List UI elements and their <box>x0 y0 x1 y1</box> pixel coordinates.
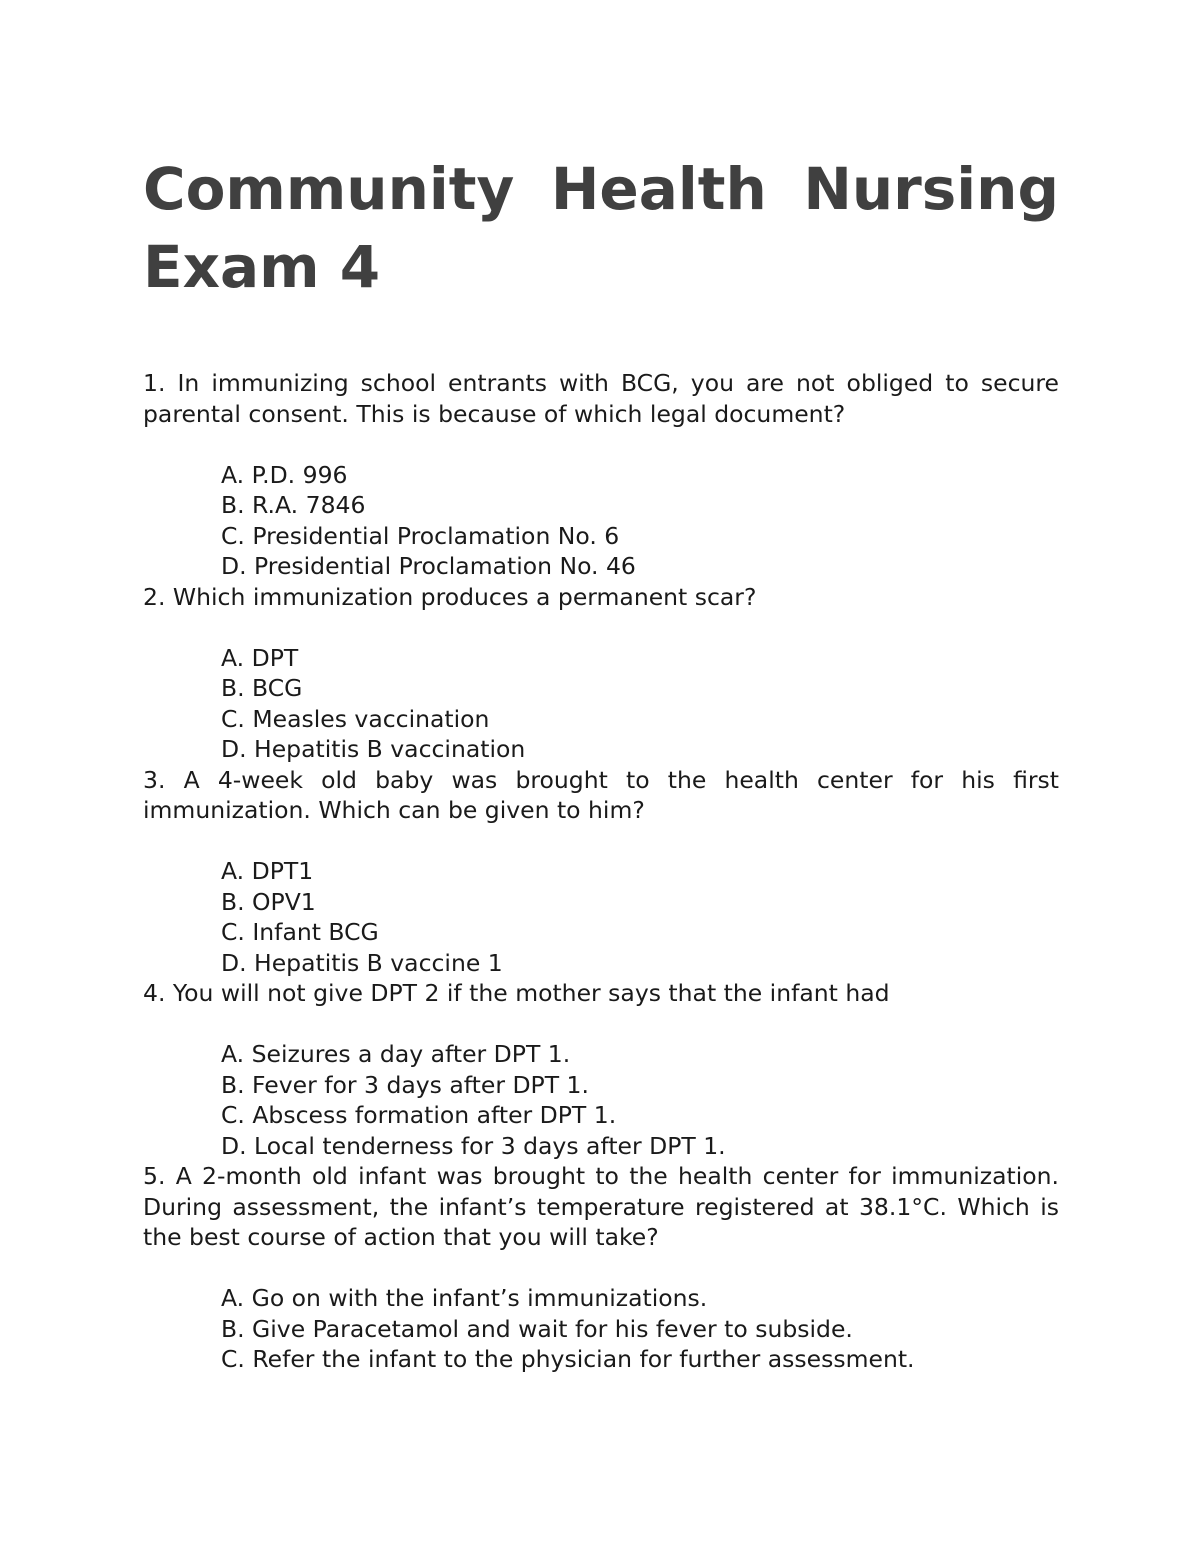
option-item: B. Fever for 3 days after DPT 1. <box>221 1070 589 1099</box>
spacer <box>143 1253 1059 1284</box>
option-list <box>143 856 1059 978</box>
question-5 <box>143 1161 1059 1375</box>
question-4 <box>143 978 1059 1161</box>
option-list <box>143 1039 1059 1161</box>
option-item: C. Presidential Proclamation No. 6 <box>221 521 620 550</box>
option-item: A. DPT1 <box>221 857 314 885</box>
option-item: D. Hepatitis B vaccine 1 <box>221 948 503 977</box>
option-item: A. Seizures a day after DPT 1. <box>221 1040 571 1068</box>
question-text: 3. A 4-week old baby was brought to the health center for his first immunization. Which can be given to him? <box>143 765 1059 824</box>
option-item: B. OPV1 <box>221 887 316 916</box>
option-item: D. Hepatitis B vaccination <box>221 735 526 763</box>
document-title <box>143 150 1059 306</box>
title-line-1: Community Health Nursing <box>143 155 1059 223</box>
question-text: 2. Which immunization produces a permanent scar? <box>143 582 757 611</box>
spacer <box>143 429 1059 460</box>
option-list <box>143 1283 1059 1375</box>
question-text: 4. You will not give DPT 2 if the mother says that the infant had <box>143 979 890 1007</box>
option-item: C. Refer the infant to the physician for further assessment. <box>221 1345 915 1373</box>
option-item: A. Go on with the infant’s immunizations. <box>221 1284 708 1312</box>
question-text: 5. A 2-month old infant was brought to the health center for immunization. During assessment, the infant’s temperature registered at 38.1°C. Which is the best course of action that you will take? <box>143 1162 1059 1251</box>
option-item: D. Presidential Proclamation No. 46 <box>221 552 636 580</box>
option-list <box>143 460 1059 582</box>
question-2 <box>143 582 1059 765</box>
question-text: 1. In immunizing school entrants with BCG, you are not obliged to secure parental consent. This is because of which legal document? <box>143 369 1059 428</box>
question-3 <box>143 765 1059 979</box>
spacer <box>143 1009 1059 1040</box>
option-item: A. P.D. 996 <box>221 460 348 489</box>
spacer <box>143 612 1059 643</box>
option-item: B. Give Paracetamol and wait for his fever to subside. <box>221 1314 853 1343</box>
option-item: C. Measles vaccination <box>221 704 490 733</box>
question-1 <box>143 368 1059 582</box>
option-list <box>143 643 1059 765</box>
option-item: B. R.A. 7846 <box>221 491 366 519</box>
title-line-2: Exam 4 <box>143 233 381 301</box>
option-item: A. DPT <box>221 643 299 672</box>
question-list <box>143 368 1059 1375</box>
document-page <box>143 150 1059 1375</box>
option-item: C. Infant BCG <box>221 918 379 946</box>
option-item: C. Abscess formation after DPT 1. <box>221 1101 617 1129</box>
spacer <box>143 826 1059 857</box>
option-item: D. Local tenderness for 3 days after DPT 1. <box>221 1131 726 1160</box>
option-item: B. BCG <box>221 674 303 702</box>
